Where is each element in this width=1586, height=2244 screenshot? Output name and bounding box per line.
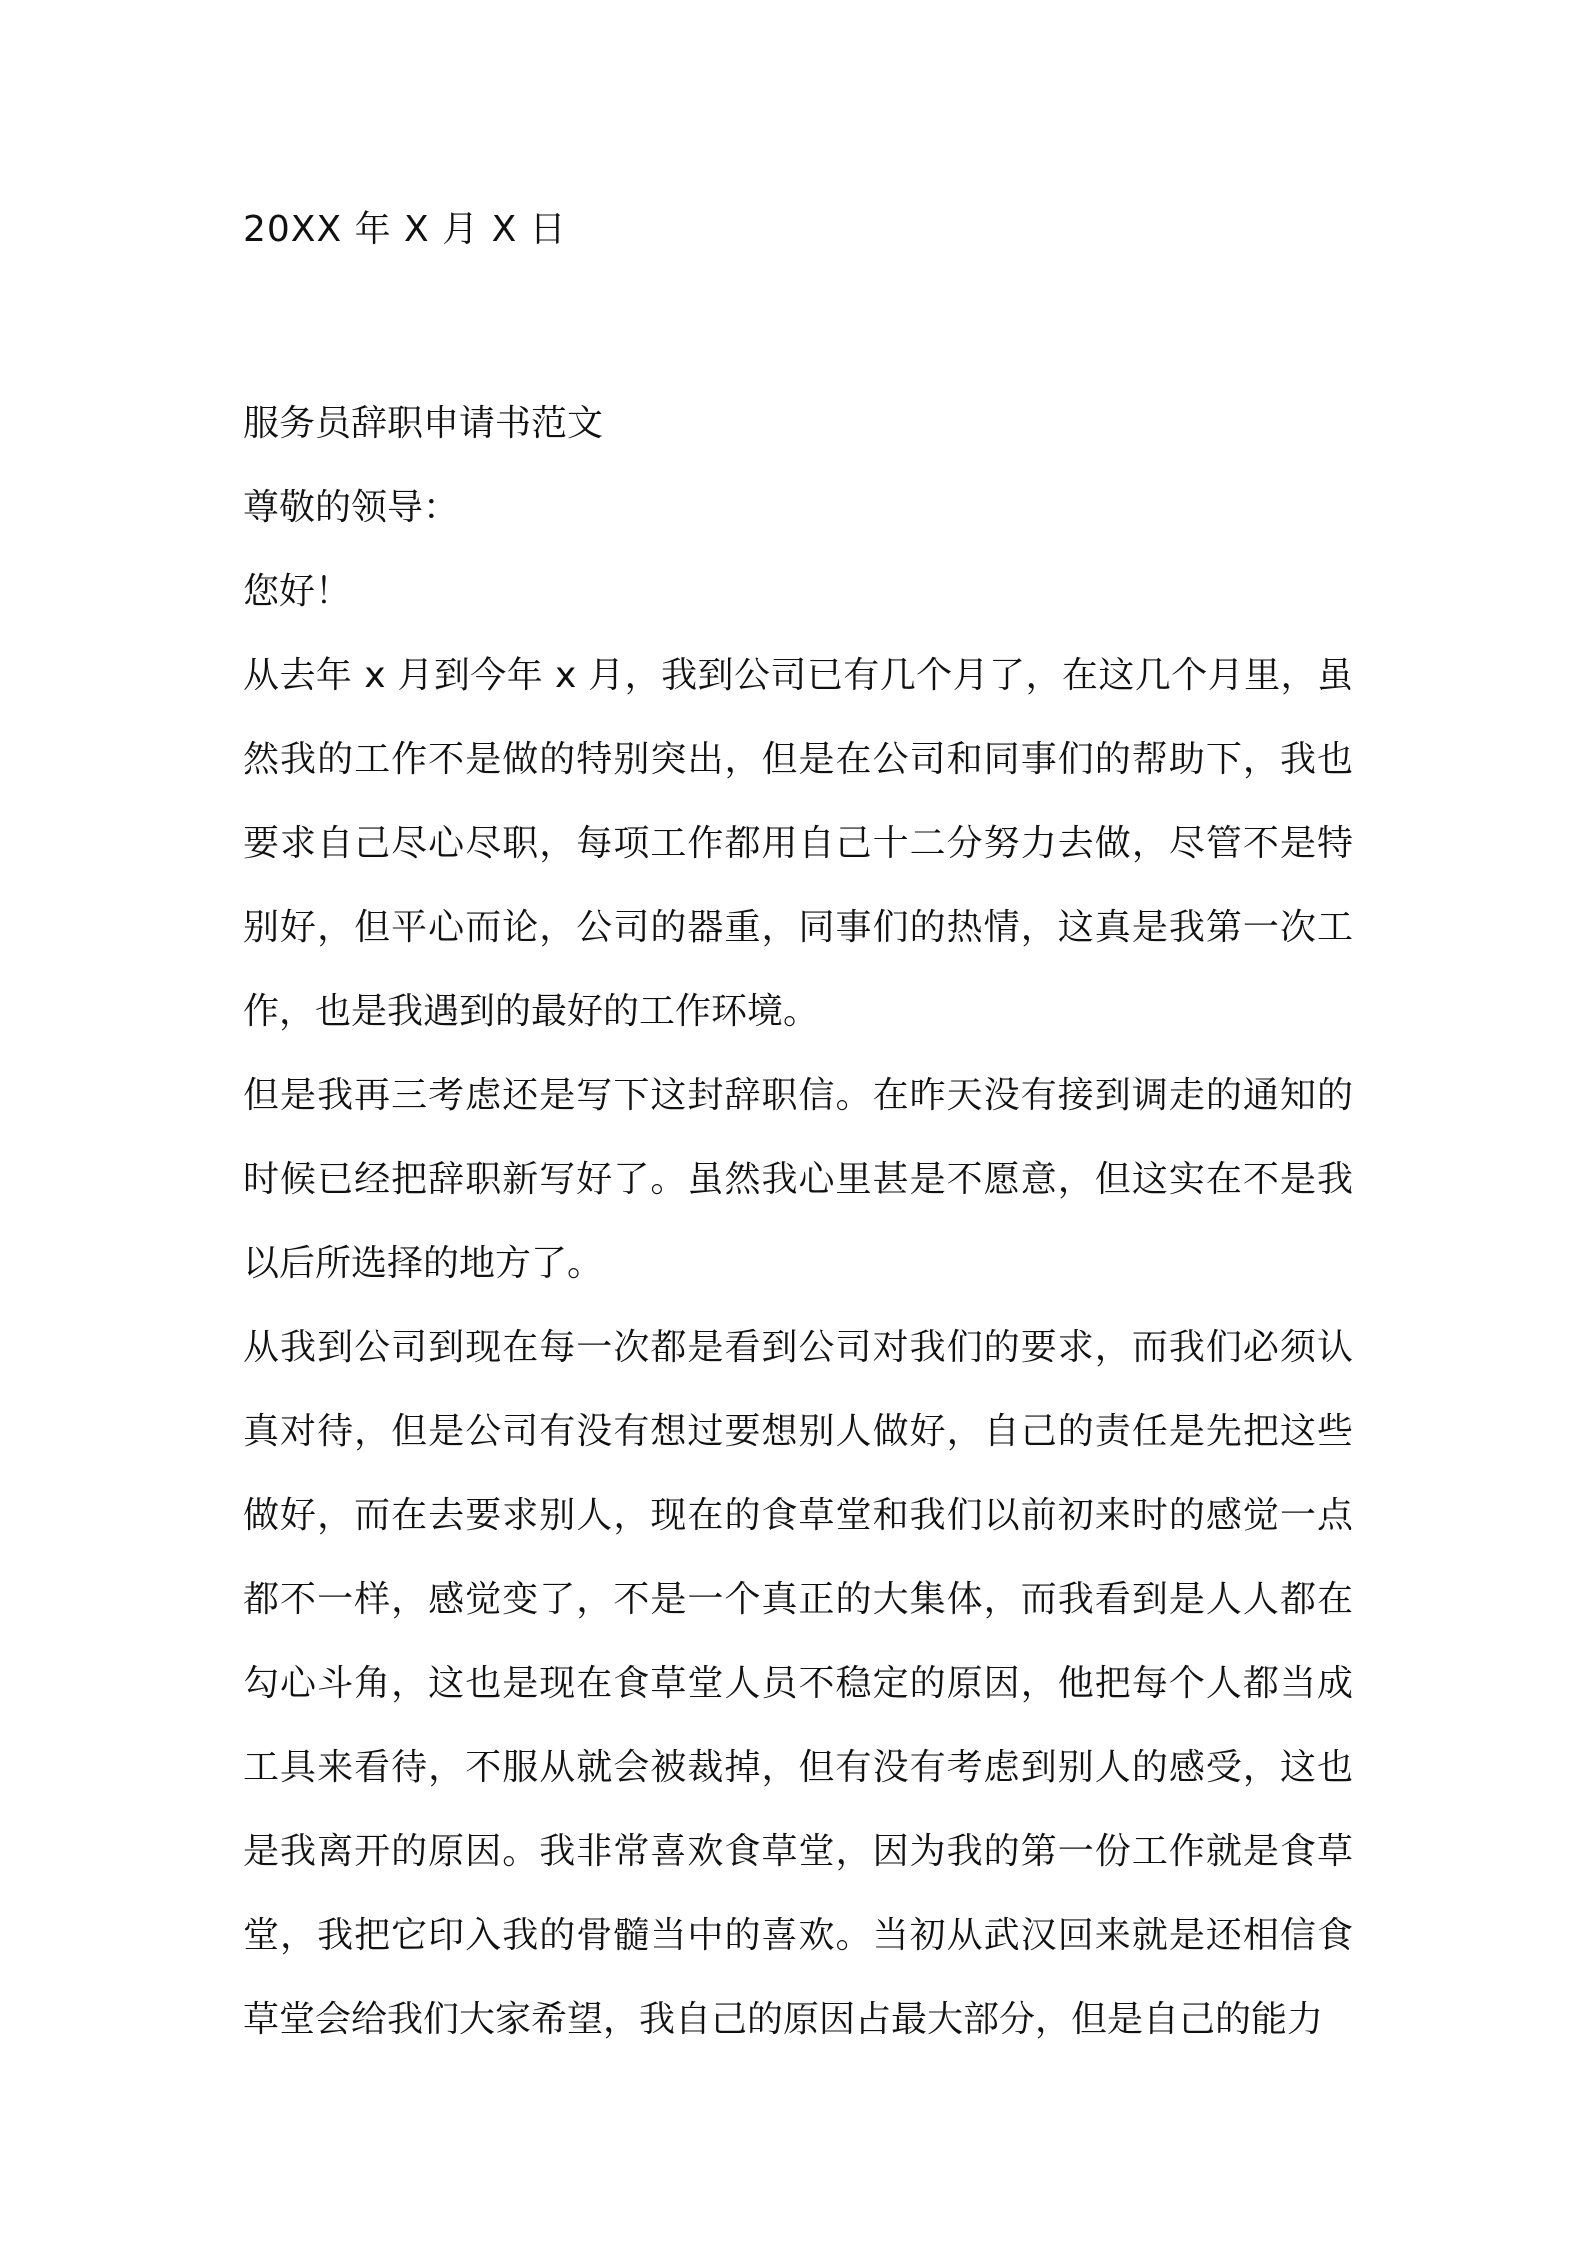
document-date: 20XX 年 X 月 X 日 bbox=[243, 209, 567, 250]
document-body bbox=[243, 205, 1353, 2062]
greeting-line: 您好！ bbox=[243, 571, 352, 612]
body-paragraph-2: 但是我再三考虑还是写下这封辞职信。在昨天没有接到调走的通知的时候已经把辞职新写好了。虽然我心里甚是不愿意，但这实在不是我以后所选择的地方了。 bbox=[243, 1075, 1353, 1284]
body-paragraph-1: 从去年 x 月到今年 x 月，我到公司已有几个月了，在这几个月里，虽然我的工作不是做的特别突出，但是在公司和同事们的帮助下，我也要求自己尽心尽职，每项工作都用自己十二分努力去做，尽管不是特别好，但平心而论，公司的器重，同事们的热情，这真是我第一次工作，也是我遇到的最好的工作环境。 bbox=[243, 655, 1353, 1032]
body-paragraph-3: 从我到公司到现在每一次都是看到公司对我们的要求，而我们必须认真对待，但是公司有没有想过要想别人做好，自己的责任是先把这些做好，而在去要求别人，现在的食草堂和我们以前初来时的感觉一点都不一样，感觉变了，不是一个真正的大集体，而我看到是人人都在勾心斗角，这也是现在食草堂人员不稳定的原因，他把每个人都当成工具来看待，不服从就会被裁掉，但有没有考虑到别人的感受，这也是我离开的原因。我非常喜欢食草堂，因为我的第一份工作就是食草堂，我把它印入我的骨髓当中的喜欢。当初从武汉回来就是还相信食草堂会给我们大家希望，我自己的原因占最大部分，但是自己的能力 bbox=[243, 1327, 1353, 2040]
salutation-line: 尊敬的领导： bbox=[243, 487, 460, 528]
document-title: 服务员辞职申请书范文 bbox=[243, 403, 604, 444]
